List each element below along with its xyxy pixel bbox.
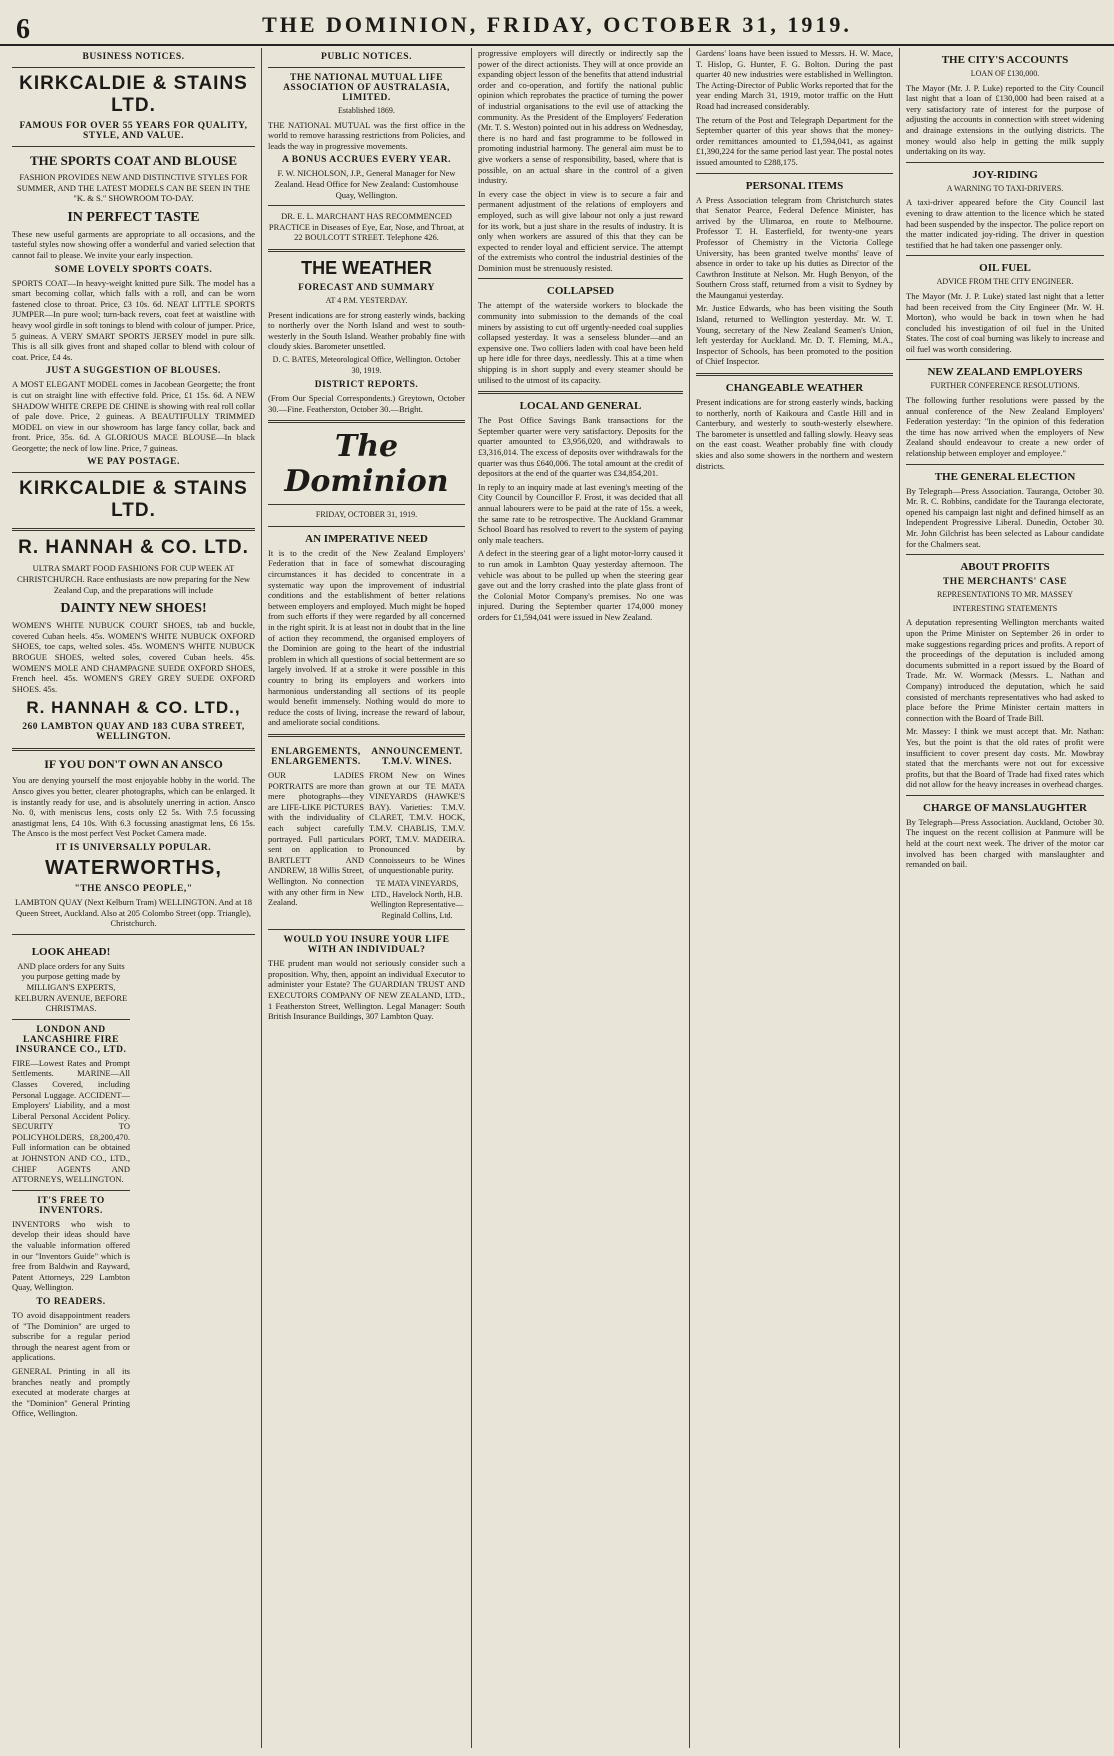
statements-subheading: INTERESTING STATEMENTS <box>952 603 1058 613</box>
section-heading: BUSINESS NOTICES. <box>82 52 185 62</box>
district-reports-heading: DISTRICT REPORTS. <box>314 380 419 391</box>
sports-coat-intro: FASHION PROVIDES NEW AND DISTINCTIVE STYLES FOR SUMMER, AND THE LATEST MODELS CAN BE SEEN IN THE "K. & S." SHOWROOM TO-DAY. <box>16 172 251 204</box>
nml-heading: THE NATIONAL MUTUAL LIFE ASSOCIATION OF AUSTRALASIA, LIMITED. <box>283 73 450 103</box>
kirkcaldie-footer: KIRKCALDIE & STAINS LTD. <box>19 478 248 522</box>
printing-text: GENERAL Printing in all its branches neatly and promptly executed at moderate charges at the "Dominion" General Printing Office, Wellington. <box>12 1365 130 1419</box>
joy-riding-subheading: A WARNING TO TAXI-DRIVERS. <box>946 183 1064 193</box>
collapsed-heading: COLLAPSED <box>546 285 615 298</box>
about-profits-heading: ABOUT PROFITS <box>960 561 1050 574</box>
blouses-text: A MOST ELEGANT MODEL comes in Jacobean Georgette; the front is cut on straight line with effective fold. Price, £1 15s. 6d. A NEW SHADOW WHITE CREPE DE CHINE is showing with real roll collar of pale dove. Price, 2 guineas. A BEAUTIFULLY TRIMMED MODEL on view in our showroom has large fancy collar, back and front. Price, 35s. 6d. A GLORIOUS MACE BLOUSE—In black Georgette; the neck of low line. Price, 7 guineas. <box>12 379 255 453</box>
leader-continued-2: In every case the object in view is to secure a fair and permanent adjustment of the relations of employers and employed, such as will give labour not only a just reward for its work, but a just share in the results of industry. It is only when workers are assured of this that they can be expected to render loyal and efficient service. The attempt of the extremists who control the industrial destinies of the Dominion must be strenuously resisted. <box>478 188 683 273</box>
forecast-time: AT 4 P.M. YESTERDAY. <box>325 295 408 305</box>
personal-items-text: A Press Association telegram from Christchurch states that Senator Pearce, Federal Defence Minister, has arrived by the Ulimaroa, en route to Melbourne. Professor T. H. Easterfield, for twenty-one years Professor of Chemistry in the Victoria College University, has been granted twelve months' leave of absence in order to take up his duties as Director of the Cawthron Institute at Nelson. Mr. Hugh Benyon, of the Southern Cross staff, returned from a visit to Sydney by the Maunganui yesterday. <box>696 194 893 300</box>
weather-heading: THE WEATHER <box>301 257 432 278</box>
sports-coats-subheading: SOME LOVELY SPORTS COATS. <box>54 264 213 275</box>
election-heading: THE GENERAL ELECTION <box>934 470 1076 483</box>
masthead-bar <box>0 0 1114 46</box>
hannah-footer: R. HANNAH & CO. LTD., <box>26 698 241 718</box>
sports-coats-text: SPORTS COAT—In heavy-weight knitted pure Silk. The model has a smart becoming collar, which falls with a roll, and can be worn fastened close to throat. Price, £3 10s. 6d. NEAT LITTLE SPORTS JUMPER—In pure wool; turn-back revers, coat feet at waistline with heavy wool girdle in soft tonings to blend with colour of jumper. Price, 5 guineas. A VERY SMART SPORTS JERSEY model in pure silk. This is all silk gives front and shaped collar to blend with colour of coat. Price, £4 4s. <box>12 277 255 362</box>
look-ahead-heading: LOOK AHEAD! <box>31 945 111 958</box>
issue-date: FRIDAY, OCTOBER 31, 1919. <box>315 510 418 520</box>
enlargements-text: OUR LADIES PORTRAITS are more than mere photographs—they are LIFE-LIKE PICTURES with the individuality of each subject carefully portrayed. Full particulars sent on application to BARTLETT AND ANDREW, 18 Willis Street, Wellington. No connection with any other firm in New Zealand. <box>268 769 364 908</box>
perfect-taste-text: These new useful garments are appropriate to all occasions, and the tasteful styles now showing offer a wonderful and varied selection that cannot fail to please. We invite your early inspection. <box>12 228 255 260</box>
bonus-line: A BONUS ACCRUES EVERY YEAR. <box>282 155 451 166</box>
ansco-text: You are denying yourself the most enjoyable hobby in the world. The Ansco gives you better, clearer photographs, which can be enlarged. It is instantly ready for use, and is absolutely unerring in action. Ansco No. 0, with meniscus lens, costs only £2 5s. With 7.5 focussing anastigmat lens, £4 10s. With 6.3 focussing anastigmat lens, £6 15s. The Ansco is the most perfect Vest Pocket Camera made. <box>12 775 255 839</box>
perfect-taste-heading: IN PERFECT TASTE <box>67 209 200 225</box>
oil-fuel-text: The Mayor (Mr. J. P. Luke) stated last night that a letter had been received from the City Engineer (Mr. W. H. Morton), who would be back in town when he had concluded his investigation of oil fuel in the United States. The cost of coal burning was likely to increase and oil fuel was worth considering. <box>906 290 1104 354</box>
enlargements-heading: ENLARGEMENTS, ENLARGEMENTS. <box>271 746 361 767</box>
hannah-address: 260 LAMBTON QUAY AND 183 CUBA STREET, WELLINGTON. <box>22 722 245 743</box>
nml-text: THE NATIONAL MUTUAL was the first office in the world to remove harassing restrictions from Policies, and leads the way in progressive movements. <box>268 119 465 151</box>
insurance-text: FIRE—Lowest Rates and Prompt Settlements. MARINE—All Classes Covered, including Personal Luggage. ACCIDENT—Employers' Liability, and a most Liberal Personal Accident Policy. SECURITY TO POLICYHOLDERS, £8,200,470. Full information can be obtained at JOHNSTON AND CO., LTD., CHIEF AGENTS AND ATTORNEYS, WELLINGTON. <box>12 1057 130 1185</box>
insurance-heading: LONDON AND LANCASHIRE FIRE INSURANCE CO., LTD. <box>15 1024 127 1055</box>
inventors-heading: IT'S FREE TO INVENTORS. <box>37 1195 105 1216</box>
nml-established: Established 1869. <box>338 106 395 115</box>
look-ahead-text: AND place orders for any Suits you purpose getting made by MILLIGAN'S EXPERTS, KELBURN AVENUE, BEFORE CHRISTMAS. <box>14 960 128 1014</box>
district-reports-text: (From Our Special Correspondents.) Greytown, October 30.—Fine. Featherston, October 30.—Bright. <box>268 393 465 414</box>
changeable-weather-text: Present indications are for strong easterly winds, backing to northerly, north of Kaikoura and Castle Hill and in Canterbury, and westerly to south-westerly elsewhere. The barometer is unsettled and falling slowly. Heavy seas on the east coast. Weather probably fine with cloudy skies and also some showers in the northern and western districts. <box>696 397 893 471</box>
employers-heading: NEW ZEALAND EMPLOYERS <box>927 366 1083 379</box>
popular-note: IT IS UNIVERSALLY POPULAR. <box>55 842 212 853</box>
news-item-2: The return of the Post and Telegraph Department for the September quarter of this year shows that the money-order remittances amounted to £1,594,041, as against £1,390,224 for the same period last year. The postal notes issued amounted to £288,175. <box>696 114 893 167</box>
page-number: 6 <box>16 14 30 45</box>
inventors-text: INVENTORS who wish to develop their ideas should have the valuable information offered in our "Inventors Guide" which is free from Baldwin and Rayward, Patent Attorneys, 229 Lambton Quay, Wellington. <box>12 1218 130 1293</box>
collapsed-text: The attempt of the waterside workers to blockade the community into submission to the demands of the coal miners by assisting to cut off urgently-needed coal supplies collapsed yesterday. It was a senseless blunder—and an expensive one. Two colliers laden with coal have been held up here idle for three days, needlessly. This at a time when shipping is in short supply and every steamer should be utilised to the utmost of its capacity. <box>478 300 683 385</box>
public-notices-heading: PUBLIC NOTICES. <box>321 52 412 62</box>
kirkcaldie-heading: KIRKCALDIE & STAINS LTD. <box>19 73 248 116</box>
employers-subheading: FURTHER CONFERENCE RESOLUTIONS. <box>930 381 1080 391</box>
oil-fuel-heading: OIL FUEL <box>979 262 1031 275</box>
column-personal <box>690 48 900 1748</box>
oil-fuel-subheading: ADVICE FROM THE CITY ENGINEER. <box>936 277 1074 287</box>
leader-text: It is to the credit of the New Zealand Employers' Federation that in face of somewhat discouraging circumstances it has decided to concentrate in a systematic way upon the improvement of industrial conditions and the establishment of better relations between employers and employed. Much might be hoped from such efforts if they were regarded by all concerned in the right spirit. It is at least not in doubt that in the line of action they recommend, the organised employers of the Dominion are going to the heart of the industrial problem in which all questions of social betterment are so largely involved. If at a stroke it were possible in this country to bring its employers and workers into harmonious understanding all sections of its people would benefit immensely. Nothing would do more to reduce the costs of living, increase the reward of labour, and ameliorate social conditions. <box>268 547 465 728</box>
blouses-subheading: JUST A SUGGESTION OF BLOUSES. <box>46 366 221 377</box>
waterworths-address: LAMBTON QUAY (Next Kelburn Tram) WELLINGTON. And at 18 Queen Street, Auckland. Also at 205 Colombo Street (opp. Triangle), Christchurch. <box>14 896 253 929</box>
trust-heading: WOULD YOU INSURE YOUR LIFE WITH AN INDIVIDUAL? <box>283 935 450 956</box>
city-accounts-text: The Mayor (Mr. J. P. Luke) reported to the City Council last night that a loan of £130,000 had been raised at a very satisfactory rate of interest for the purpose of adjusting the accounts in connection with street widening and drainage extensions in the outlying districts. The money would also help in getting the milk supply undertaking on its way. <box>906 82 1104 157</box>
personal-items-text-2: Mr. Justice Edwards, who has been visiting the South Island, returned to Wellington yesterday. Mr. W. T. Young, secretary of the New Zealand Seamen's Union, left yesterday for Auckland. Mr. D. T. Fleming, M.A., Inspector of Schools, has been promoted to the position of Chief Inspector. <box>696 303 893 367</box>
news-item: Gardens' loans have been issued to Messrs. H. W. Mace, T. Hislop, G. Hunter, F. G. Bolton. During the past quarter 40 new industries were established in Wellington. The Acting-Director of Public Works reported that for the year ending March 31, 1919, motor traffic on the Hutt Road had increased considerably. <box>696 48 893 111</box>
trust-text: THE prudent man would not seriously consider such a proposition. Why, then, appoint an individual Executor to administer your Estate? The GUARDIAN TRUST AND EXECUTORS COMPANY OF NEW ZEALAND, LTD., 1 Featherston Street, Wellington. Legal Manager: South British Insurance Buildings, 307 Lambton Quay. <box>268 958 465 1022</box>
sports-coat-heading: THE SPORTS COAT AND BLOUSE <box>29 153 238 168</box>
weather-text: Present indications are for strong easterly winds, backing to northerly over the North Island and west to south-westerly in the South Island. Weather probably fine with cloudy skies. Barometer unsettled. <box>268 309 465 352</box>
wines-address: TE MATA VINEYARDS, LTD., Havelock North, H.B. Wellington Representative—Reginald Collins, Ltd. <box>370 878 464 920</box>
waterworths-heading: WATERWORTHS, <box>45 856 222 879</box>
changeable-weather-heading: CHANGEABLE WEATHER <box>725 382 864 395</box>
about-profits-text: A deputation representing Wellington merchants waited upon the Prime Minister on September 26 in order to make suggestions regarding prices and profits. A report of the proceedings of the deputation is included among documents submitted in a report issued by the Board of Trade. Mr. W. Wormack (Messrs. L. Nathan and Company) introduced the deputation, which he said consisted of merchants representatives who had asked to place before the Prime Minister certain matters in connection with the Board of Trade Bill. <box>906 617 1104 723</box>
about-profits-text-2: Mr. Massey: I think we must accept that. Mr. Nathan: Yes, but the point is that the old rates of profit were insufficient to cover present day costs. Mr. Mowbray stated that the merchants were not out for excessive profits, but that the Board of Trade had fixed rates which did not allow for the heavy increases in overhead charges. <box>906 726 1104 790</box>
wines-text: FROM New on Wines grown at our TE MATA VINEYARDS (HAWKE'S BAY). Varieties: T.M.V. CLARET, T.M.V. HOCK, T.M.V. CHABLIS, T.M.V. PORT, T.M.V. MADEIRA. Pronounced by Connoisseurs to be Wines of unquestionable purity. <box>369 769 465 876</box>
doctor-notice: DR. E. L. MARCHANT HAS RECOMMENCED PRACTICE in Diseases of Eye, Ear, Nose, and Throat, at 22 BOULCOTT STREET. Telephone 426. <box>268 211 465 243</box>
ansco-heading: IF YOU DON'T OWN AN ANSCO <box>44 757 223 772</box>
weather-signature: D. C. BATES, Meteorological Office, Wellington. October 30, 1919. <box>272 354 461 375</box>
waterworths-tagline: "THE ANSCO PEOPLE," <box>74 883 193 894</box>
hannah-intro: ULTRA SMART FOOD FASHIONS FOR CUP WEEK AT CHRISTCHURCH. Race enthusiasts are now preparing for the New Zealand Cup, and the preparations will include <box>17 563 250 595</box>
local-general-text: The Post Office Savings Bank transactions for the September quarter were very satisfactory. Deposits for the quarter amounted to £3,956,020, and withdrawals to £3,316,014. The excess of deposits over withdrawals for the quarter was thus £640,006. The total amount at the credit of depositors at the end of the quarter was £34,854,201. <box>478 415 683 479</box>
election-text: By Telegraph—Press Association. Tauranga, October 30. Mr. R. C. Robbins, candidate for the Tauranga electorate, opened his campaign last night and defined himself as an Independent Progressive Liberal. Dunedin, October 30. Mr. John Gilchrist has been selected as Labour candidate for the Chalmers seat. <box>906 485 1104 549</box>
local-general-text-3: A defect in the steering gear of a light motor-lorry caused it to run amok in Lambton Quay yesterday afternoon. The vehicle was about to be pulled up when the steering gear gave out and the lorry crashed into the plate glass front of the Colonial Motor Company's premises. No one was injured. During the September quarter 174,000 money orders for £1,594,041 were issued in New Zealand. <box>478 548 683 622</box>
personal-items-heading: PERSONAL ITEMS <box>745 179 844 192</box>
employers-text: The following further resolutions were passed by the annual conference of the New Zealand Employers' Federation yesterday: "In the opinion of this federation the time has now arrived when the employers of New Zealand should endeavour to create a new order of relationship between employer and employee." <box>906 395 1104 459</box>
loan-subheading: LOAN OF £130,000. <box>970 69 1040 78</box>
readers-text: TO avoid disappointment readers of "The Dominion" are urged to subscribe for a regular period through the nearest agent from or applications. <box>12 1310 130 1363</box>
merchants-case-subheading: THE MERCHANTS' CASE <box>942 577 1068 588</box>
dominion-nameplate: The Dominion <box>284 429 449 500</box>
column-news <box>472 48 690 1748</box>
kirkcaldie-tagline: FAMOUS FOR OVER 55 YEARS FOR QUALITY, STYLE, AND VALUE. <box>19 121 248 141</box>
forecast-subheading: FORECAST AND SUMMARY <box>298 282 435 293</box>
joy-riding-heading: JOY-RIDING <box>972 168 1038 181</box>
manslaughter-heading: CHARGE OF MANSLAUGHTER <box>923 801 1087 814</box>
shoes-list: WOMEN'S WHITE NUBUCK COURT SHOES, tab and buckle, covered Cuban heels. 45s. WOMEN'S WHITE NUBUCK OXFORD SHOES, toe caps, welted soles. 45s. WOMEN'S WHITE NUBUCK BROGUE SHOES, welted soles, covered Cuban heels. 45s. WOMEN'S MOLE AND CHAMPAGNE SUEDE OXFORD SHOES, French heel. 45s. WOMEN'S GREY GREY SUEDE OXFORD SHOES. 45s. <box>12 620 255 694</box>
readers-heading: TO READERS. <box>36 1297 106 1307</box>
representations-subheading: REPRESENTATIONS TO MR. MASSEY <box>937 590 1073 600</box>
postage-note: WE PAY POSTAGE. <box>87 457 180 468</box>
local-general-heading: LOCAL AND GENERAL <box>519 400 642 413</box>
column-right <box>900 48 1110 1748</box>
wines-heading: ANNOUNCEMENT. T.M.V. WINES. <box>371 746 463 767</box>
joy-riding-text: A taxi-driver appeared before the City Council last evening to draw attention to the licence which he stated had been suspended by the inspector. The police report on the matter indicated joy-riding. The driver in question testified that he had taken one passenger only. <box>906 197 1104 250</box>
nml-signature: F. W. NICHOLSON, J.P., General Manager for New Zealand. Head Office for New Zealand: Customhouse Quay, Wellington. <box>274 168 459 200</box>
leader-continued: progressive employers will directly or indirectly sap the power of the direct actionists. They will at once provide an expanding object lesson of the benefits that attend industrial order and co-operation, and fortify the national public opinion which reprobates the practice of turning the power of industrial organisations to the evil use of attacking the community. As the President of the Employers' Federation (Mr. T. S. Weston) pointed out in his address on Wednesday, there is no hard and fast programme to be followed in promoting industrial harmony. The general aim must be to give workers a sense of responsibility, based, where that is possible, on an actual share in the control of a given industry. <box>478 48 683 186</box>
column-leader <box>262 48 472 1748</box>
hannah-heading: R. HANNAH & CO. LTD. <box>18 537 249 559</box>
city-accounts-heading: THE CITY'S ACCOUNTS <box>941 54 1069 66</box>
newspaper-masthead: THE DOMINION, FRIDAY, OCTOBER 31, 1919. <box>262 12 852 37</box>
dainty-shoes-heading: DAINTY NEW SHOES! <box>60 601 207 617</box>
leader-heading: AN IMPERATIVE NEED <box>305 532 428 545</box>
column-business-notices <box>6 48 262 1748</box>
manslaughter-text: By Telegraph—Press Association. Auckland, October 30. The inquest on the recent collision at Panmure will be held at the court next week. The driver of the motor car involved has been charged with manslaughter and remanded on bail. <box>906 816 1104 870</box>
local-general-text-2: In reply to an inquiry made at last evening's meeting of the City Council by Councillor F. Frost, it was decided that all annual labourers were to be paid at the rate of 15s. a week, the same rate to be retrospective. The Auckland Grammar School Board has resolved to revert to the system of paying only male teachers. <box>478 481 683 545</box>
